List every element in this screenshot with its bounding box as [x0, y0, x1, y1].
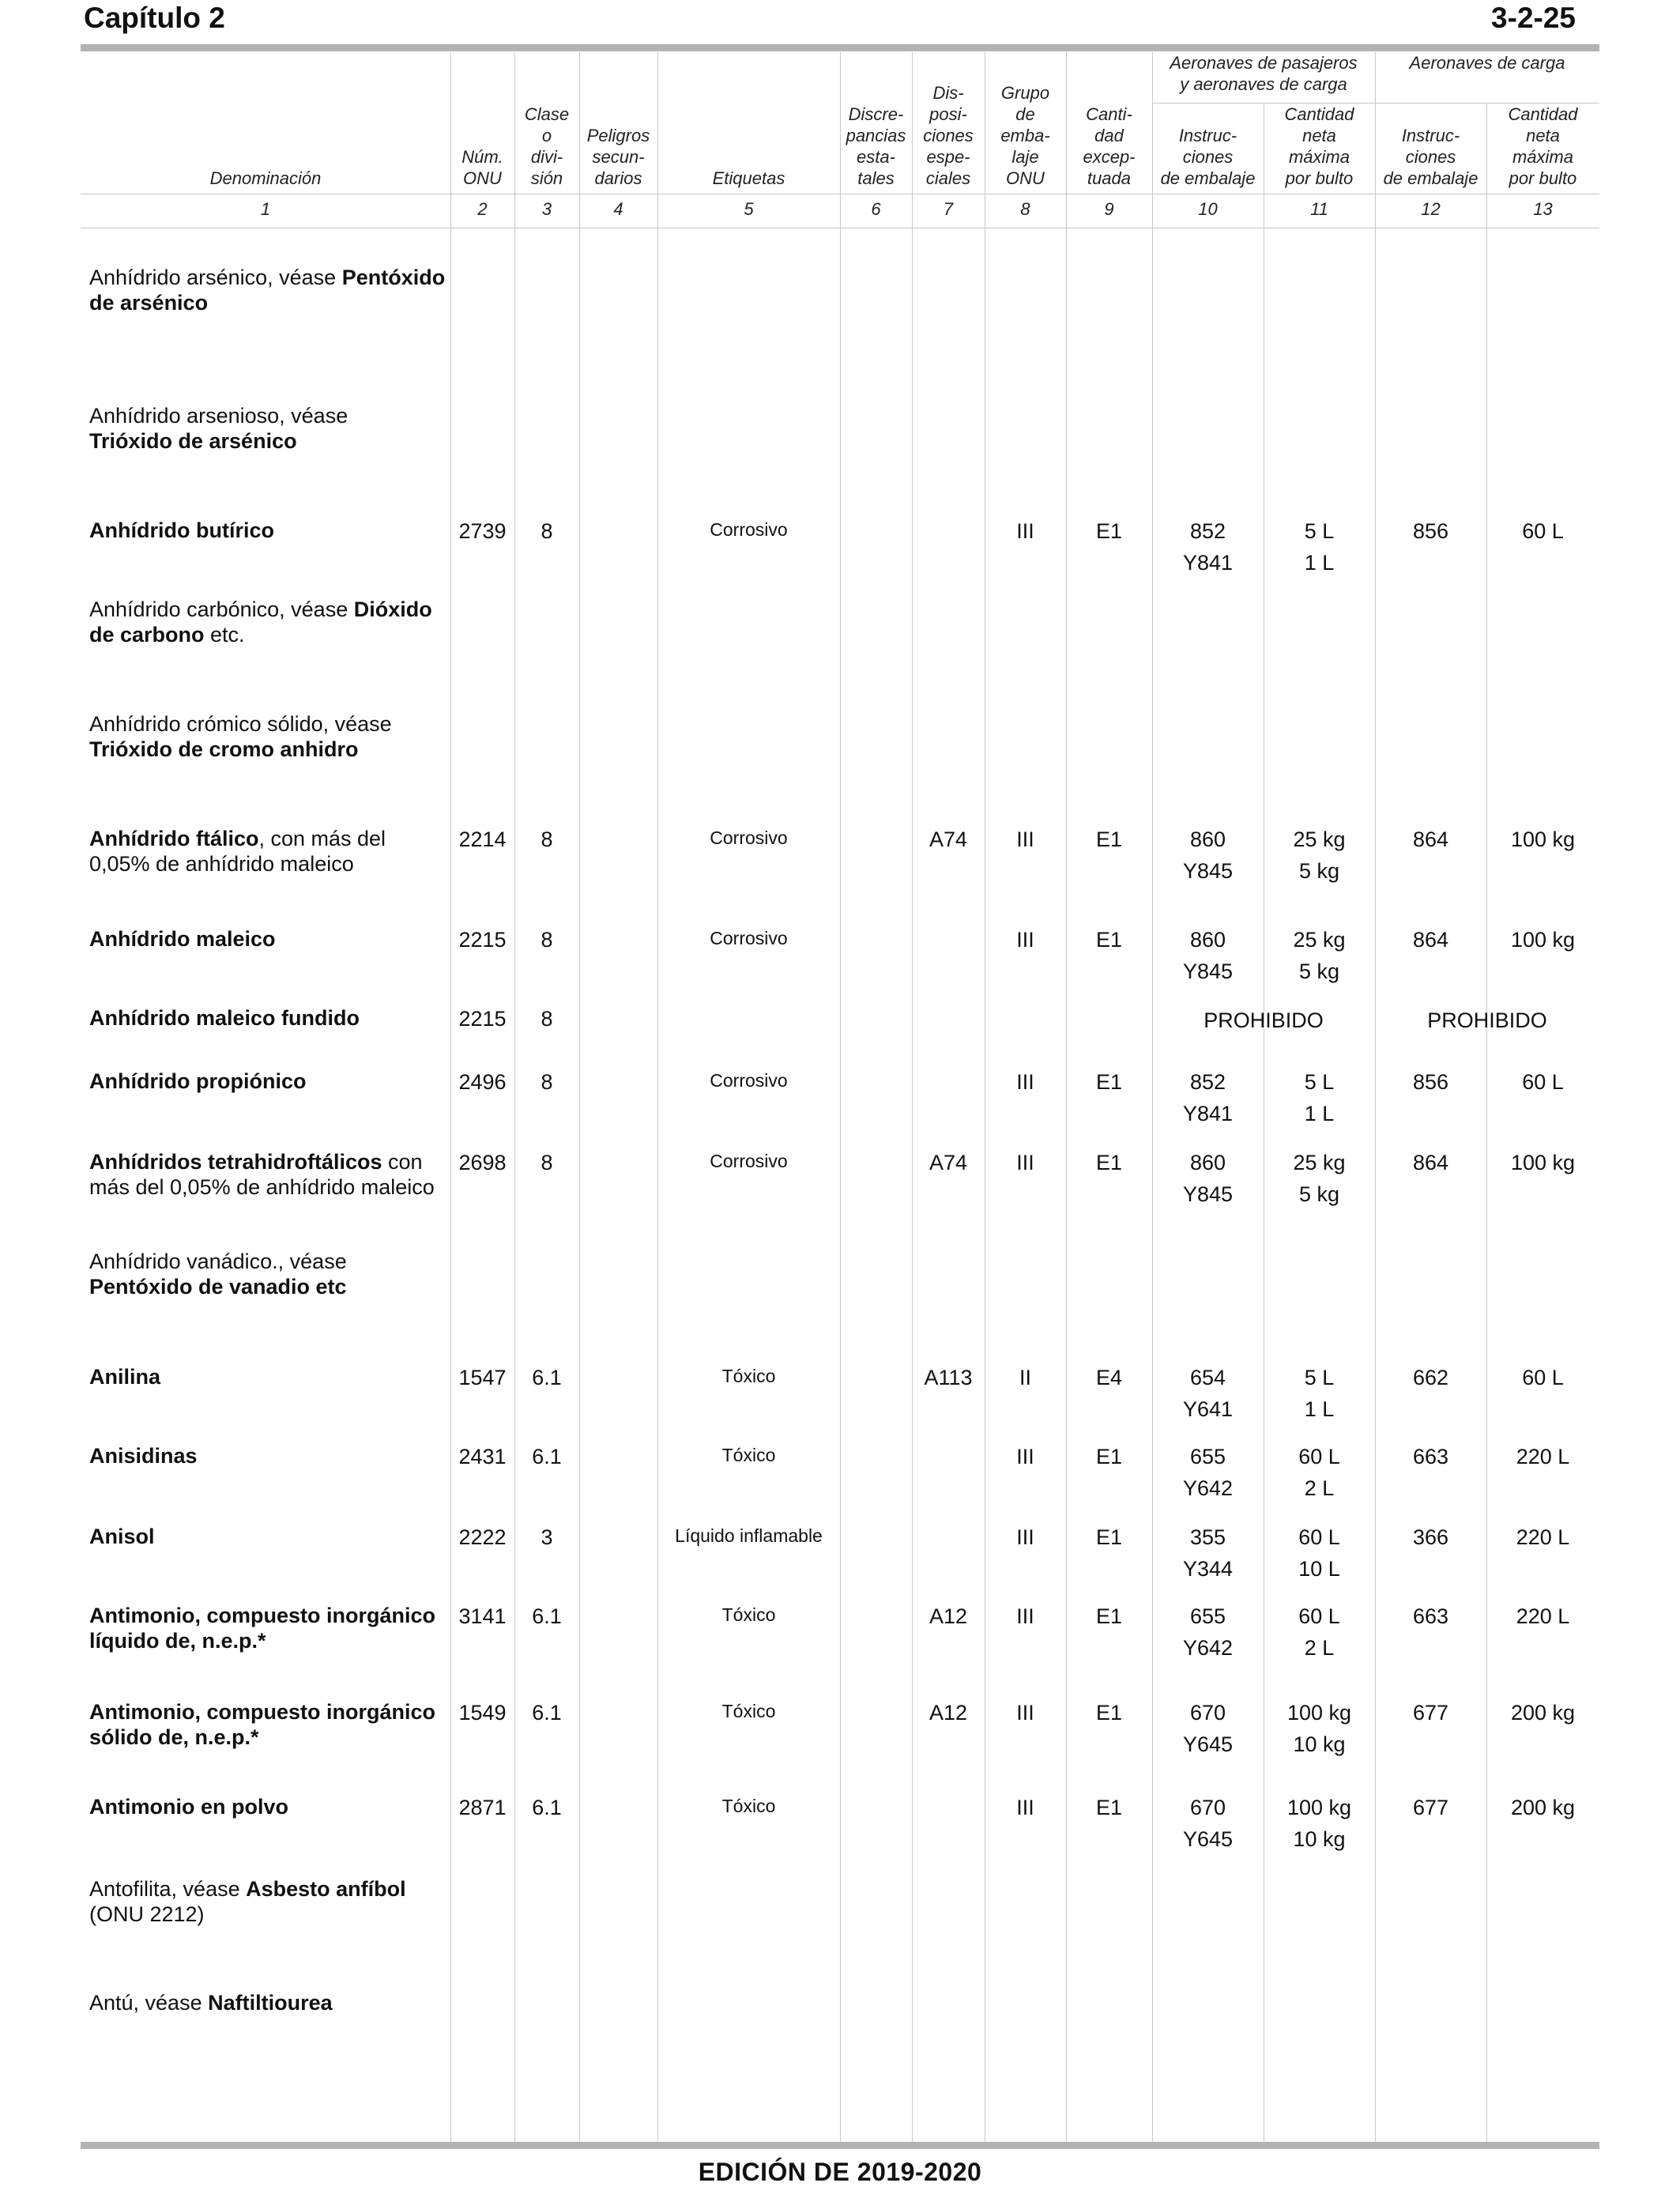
pax-packing-instruction-y: Y845 [1182, 959, 1234, 983]
column-header-grupo: Grupo de emba- laje ONU [1000, 83, 1050, 188]
class-division: 8 [541, 827, 553, 851]
pax-max-net-quantity: 25 kg [1293, 1151, 1346, 1174]
pax-max-net-quantity: 60 L [1298, 1525, 1340, 1549]
pax-max-net-quantity-y: 1 L [1304, 1397, 1335, 1421]
pax-max-net-quantity-y: 2 L [1304, 1476, 1335, 1500]
top-rule [81, 44, 1599, 51]
denomination-text: Anhídrido carbónico, véase [89, 598, 354, 621]
packing-group: III [1016, 1070, 1034, 1094]
column-number: 2 [477, 199, 488, 219]
column-number: 12 [1421, 199, 1441, 219]
special-provisions: A74 [929, 1151, 968, 1174]
pax-packing-instruction: 655 [1189, 1445, 1226, 1468]
packing-group: III [1016, 827, 1034, 851]
denomination-bold: Anhídrido butírico [89, 518, 274, 542]
label-text: Tóxico [721, 1445, 776, 1465]
label-text: Tóxico [721, 1604, 776, 1625]
denomination-bold: Antimonio, compuesto inorgánico sólido de, n.e.p.* [89, 1700, 435, 1749]
column-header-cantidad_neta: Cantidad neta máxima por bulto [1508, 104, 1578, 188]
column-divider [579, 52, 580, 2142]
pax-packing-instruction: 670 [1189, 1701, 1226, 1725]
entry-denomination [89, 1699, 449, 1750]
pax-max-net-quantity: 25 kg [1293, 827, 1346, 851]
special-provisions: A12 [929, 1604, 968, 1628]
column-divider [1486, 104, 1487, 2142]
denomination-text: Antofilita, véase [89, 1877, 247, 1901]
label-text: Tóxico [721, 1366, 776, 1386]
cargo-packing-instruction: 864 [1412, 928, 1449, 952]
cargo-max-net-quantity: 60 L [1522, 1070, 1564, 1094]
un-number: 2431 [458, 1445, 507, 1468]
denomination-bold: Pentóxido de vanadio etc [89, 1275, 347, 1299]
denomination-bold: Trióxido de arsénico [89, 429, 297, 453]
denomination-bold: Anhídrido ftálico [89, 827, 259, 850]
column-number: 1 [260, 199, 271, 219]
excepted-quantity: E1 [1095, 1796, 1123, 1819]
denomination-bold: Dióxido de carbono [89, 598, 432, 647]
pax-packing-instruction: 860 [1189, 827, 1226, 851]
cargo-max-net-quantity: 100 kg [1510, 928, 1576, 952]
denomination-text: Anhídrido arsenioso, véase [89, 404, 348, 428]
pax-packing-instruction: 670 [1189, 1796, 1226, 1819]
denomination-bold: Trióxido de cromo anhidro [89, 737, 359, 761]
cargo-max-net-quantity: 100 kg [1510, 827, 1576, 851]
column-header-discrepancias: Discre- pancias esta- tales [846, 104, 906, 188]
cargo-packing-instruction: 663 [1412, 1604, 1449, 1628]
label-text: Corrosivo [710, 1151, 788, 1171]
column-header-etiquetas: Etiquetas [712, 168, 785, 188]
page-number: 3-2-25 [1491, 2, 1576, 34]
class-division: 8 [541, 519, 553, 543]
packing-group: III [1016, 519, 1034, 543]
column-header-instrucciones: Instruc- ciones de embalaje [1383, 126, 1478, 188]
excepted-quantity: E1 [1095, 1525, 1123, 1549]
pax-max-net-quantity-y: 10 L [1298, 1557, 1340, 1581]
denomination-text: Anhídrido arsénico, véase [89, 266, 342, 289]
entry-denomination [89, 265, 449, 315]
entry-denomination [89, 597, 449, 647]
special-provisions: A74 [929, 827, 968, 851]
column-divider [840, 52, 841, 2142]
pax-max-net-quantity: 5 L [1304, 1366, 1335, 1389]
denomination-bold: Pentóxido de arsénico [89, 266, 446, 315]
packing-group: III [1016, 1796, 1034, 1819]
pax-max-net-quantity: 25 kg [1293, 928, 1346, 952]
label-text: Tóxico [721, 1701, 776, 1721]
entry-denomination [89, 518, 449, 543]
pax-max-net-quantity-y: 2 L [1304, 1636, 1335, 1660]
cargo-max-net-quantity: 60 L [1522, 519, 1564, 543]
edition-footer: EDICIÓN DE 2019-2020 [698, 2158, 982, 2186]
excepted-quantity: E1 [1095, 1151, 1123, 1174]
denomination-bold: Anhídrido propiónico [89, 1069, 307, 1093]
pax-packing-instruction: 852 [1189, 1070, 1226, 1094]
un-number: 1547 [458, 1366, 507, 1389]
denomination-bold: Naftiltiourea [208, 1991, 333, 2015]
label-text: Corrosivo [710, 928, 788, 948]
un-number: 2222 [458, 1525, 507, 1549]
cargo-max-net-quantity: 200 kg [1510, 1796, 1576, 1819]
denomination-text: etc. [204, 623, 245, 647]
cargo-max-net-quantity: 220 L [1516, 1445, 1570, 1468]
excepted-quantity: E1 [1095, 928, 1123, 952]
column-header-clase: Clase o divi- sión [524, 104, 570, 188]
cargo-packing-instruction: 856 [1412, 1070, 1449, 1094]
un-number: 3141 [458, 1604, 507, 1628]
pax-packing-instruction-y: Y645 [1182, 1732, 1234, 1756]
excepted-quantity: E1 [1095, 1604, 1123, 1628]
pax-max-net-quantity-y: 1 L [1304, 1102, 1335, 1125]
column-divider [657, 52, 658, 2142]
packing-group: II [1019, 1366, 1031, 1389]
pax-prohibited: PROHIBIDO [1203, 1008, 1324, 1032]
packing-group: III [1016, 1445, 1034, 1468]
denomination-bold: Antimonio en polvo [89, 1795, 288, 1819]
pax-max-net-quantity: 100 kg [1286, 1796, 1352, 1819]
cargo-packing-instruction: 663 [1412, 1445, 1449, 1468]
pax-max-net-quantity-y: 10 kg [1293, 1732, 1346, 1756]
pax-max-net-quantity-y: 5 kg [1298, 1182, 1340, 1206]
entry-denomination [89, 1069, 449, 1094]
column-number: 10 [1198, 199, 1218, 219]
pax-packing-instruction: 860 [1189, 1151, 1226, 1174]
un-number: 2698 [458, 1151, 507, 1174]
cargo-max-net-quantity: 220 L [1516, 1525, 1570, 1549]
un-number: 2871 [458, 1796, 507, 1819]
class-division: 6.1 [532, 1701, 562, 1725]
pax-max-net-quantity: 60 L [1298, 1604, 1340, 1628]
pax-max-net-quantity: 5 L [1304, 1070, 1335, 1094]
label-text: Líquido inflamable [675, 1525, 823, 1546]
denomination-text: con más del 0,05% de anhídrido maleico [89, 1150, 435, 1199]
entry-denomination [89, 1876, 449, 1927]
packing-group: III [1016, 1701, 1034, 1725]
column-number: 13 [1533, 199, 1553, 219]
column-number: 9 [1104, 199, 1114, 219]
column-header-pasajeros-group: Aeronaves de pasajeros y aeronaves de carga [1170, 53, 1358, 94]
un-number: 2496 [458, 1070, 507, 1094]
class-division: 8 [541, 1070, 553, 1094]
excepted-quantity: E1 [1095, 1701, 1123, 1725]
pax-packing-instruction-y: Y344 [1182, 1557, 1234, 1581]
pax-packing-instruction-y: Y845 [1182, 1182, 1234, 1206]
special-provisions: A12 [929, 1701, 968, 1725]
un-number: 2739 [458, 519, 507, 543]
denomination-bold: Anilina [89, 1365, 161, 1389]
cargo-packing-instruction: 677 [1412, 1701, 1449, 1725]
pax-max-net-quantity: 100 kg [1286, 1701, 1352, 1725]
denomination-text: , con más del 0,05% de anhídrido maleico [89, 827, 386, 876]
column-divider [912, 52, 913, 2142]
pax-packing-instruction: 852 [1189, 519, 1226, 543]
denomination-bold: Asbesto anfíbol [246, 1877, 406, 1901]
pax-packing-instruction: 654 [1189, 1366, 1226, 1389]
label-text: Corrosivo [710, 827, 788, 848]
un-number: 1549 [458, 1701, 507, 1725]
class-division: 6.1 [532, 1366, 562, 1389]
label-text: Tóxico [721, 1796, 776, 1816]
special-provisions: A113 [924, 1366, 973, 1389]
entry-denomination [89, 826, 449, 876]
entry-denomination [89, 926, 449, 952]
un-number: 2215 [458, 928, 507, 952]
excepted-quantity: E1 [1095, 1070, 1123, 1094]
packing-group: III [1016, 928, 1034, 952]
cargo-max-net-quantity: 60 L [1522, 1366, 1564, 1389]
class-division: 3 [541, 1525, 553, 1549]
column-number: 8 [1020, 199, 1030, 219]
pax-max-net-quantity: 60 L [1298, 1445, 1340, 1468]
excepted-quantity: E1 [1095, 827, 1123, 851]
cargo-packing-instruction: 864 [1412, 827, 1449, 851]
pax-packing-instruction-y: Y642 [1182, 1636, 1234, 1660]
denomination-text: (ONU 2212) [89, 1902, 205, 1926]
pax-packing-instruction-y: Y641 [1182, 1397, 1234, 1421]
denomination-bold: Anhídridos tetrahidroftálicos [89, 1150, 382, 1174]
entry-denomination [89, 1603, 449, 1653]
denomination-bold: Anisidinas [89, 1444, 198, 1468]
entry-denomination [89, 1149, 449, 1200]
pax-packing-instruction: 355 [1189, 1525, 1226, 1549]
denomination-bold: Anhídrido maleico fundido [89, 1006, 360, 1030]
denomination-text: Anhídrido crómico sólido, véase [89, 712, 392, 736]
column-header-disposiciones: Dis- posi- ciones espe- ciales [923, 83, 974, 188]
class-division: 8 [541, 928, 553, 952]
pax-packing-instruction-y: Y645 [1182, 1827, 1234, 1851]
pax-max-net-quantity-y: 5 kg [1298, 959, 1340, 983]
entry-denomination [89, 1364, 449, 1389]
denomination-text: Anhídrido vanádico., véase [89, 1250, 347, 1273]
cargo-packing-instruction: 677 [1412, 1796, 1449, 1819]
column-header-num_onu: Núm. ONU [461, 147, 503, 188]
cargo-max-net-quantity: 100 kg [1510, 1151, 1576, 1174]
class-division: 6.1 [532, 1445, 562, 1468]
cargo-prohibited: PROHIBIDO [1427, 1008, 1547, 1032]
entry-denomination [89, 711, 449, 762]
class-division: 8 [541, 1151, 553, 1174]
label-text: Corrosivo [710, 519, 788, 540]
denomination-bold: Antimonio, compuesto inorgánico líquido de, n.e.p.* [89, 1604, 435, 1653]
cargo-packing-instruction: 864 [1412, 1151, 1449, 1174]
pax-packing-instruction: 655 [1189, 1604, 1226, 1628]
entry-denomination [89, 1524, 449, 1549]
entry-denomination [89, 1794, 449, 1819]
denomination-text: Antú, véase [89, 1991, 209, 2015]
column-number: 7 [943, 199, 954, 219]
cargo-max-net-quantity: 220 L [1516, 1604, 1570, 1628]
cargo-packing-instruction: 662 [1412, 1366, 1449, 1389]
column-number: 6 [871, 199, 881, 219]
pax-packing-instruction-y: Y642 [1182, 1476, 1234, 1500]
pax-max-net-quantity-y: 5 kg [1298, 859, 1340, 883]
column-header-cantidad_exceptuada: Canti- dad excep- tuada [1083, 104, 1136, 188]
entry-denomination [89, 1443, 449, 1468]
un-number: 2214 [458, 827, 507, 851]
column-number: 11 [1310, 199, 1328, 219]
excepted-quantity: E1 [1095, 1445, 1123, 1468]
cargo-packing-instruction: 366 [1412, 1525, 1449, 1549]
class-division: 6.1 [532, 1604, 562, 1628]
entry-denomination [89, 1990, 449, 2015]
column-number: 5 [744, 199, 754, 219]
bottom-rule [81, 2142, 1599, 2149]
column-number: 4 [613, 199, 623, 219]
cargo-max-net-quantity: 200 kg [1510, 1701, 1576, 1725]
pax-max-net-quantity: 5 L [1304, 519, 1335, 543]
chapter-title: Capítulo 2 [84, 2, 225, 34]
column-header-instrucciones: Instruc- ciones de embalaje [1160, 126, 1256, 188]
pax-packing-instruction-y: Y841 [1182, 1102, 1234, 1125]
column-number: 3 [541, 199, 552, 219]
packing-group: III [1016, 1604, 1034, 1628]
excepted-quantity: E4 [1095, 1366, 1123, 1389]
packing-group: III [1016, 1151, 1034, 1174]
pax-packing-instruction-y: Y845 [1182, 859, 1234, 883]
pax-packing-instruction: 860 [1189, 928, 1226, 952]
packing-group: III [1016, 1525, 1034, 1549]
column-header-cantidad_neta: Cantidad neta máxima por bulto [1284, 104, 1354, 188]
un-number: 2215 [458, 1007, 507, 1031]
entry-denomination [89, 403, 449, 454]
pax-packing-instruction-y: Y841 [1182, 551, 1234, 575]
pax-max-net-quantity-y: 1 L [1304, 551, 1335, 575]
column-header-peligros: Peligros secun- darios [586, 126, 650, 188]
cargo-packing-instruction: 856 [1412, 519, 1449, 543]
column-header-carga-group: Aeronaves de carga [1409, 53, 1565, 73]
label-text: Corrosivo [710, 1070, 788, 1091]
denomination-bold: Anhídrido maleico [89, 927, 276, 951]
excepted-quantity: E1 [1095, 519, 1123, 543]
class-division: 8 [541, 1007, 553, 1031]
column-header-denominacion: Denominación [209, 168, 322, 188]
entry-denomination [89, 1005, 449, 1031]
class-division: 6.1 [532, 1796, 562, 1819]
entry-denomination [89, 1249, 449, 1299]
pax-max-net-quantity-y: 10 kg [1293, 1827, 1346, 1851]
denomination-bold: Anisol [89, 1525, 155, 1548]
